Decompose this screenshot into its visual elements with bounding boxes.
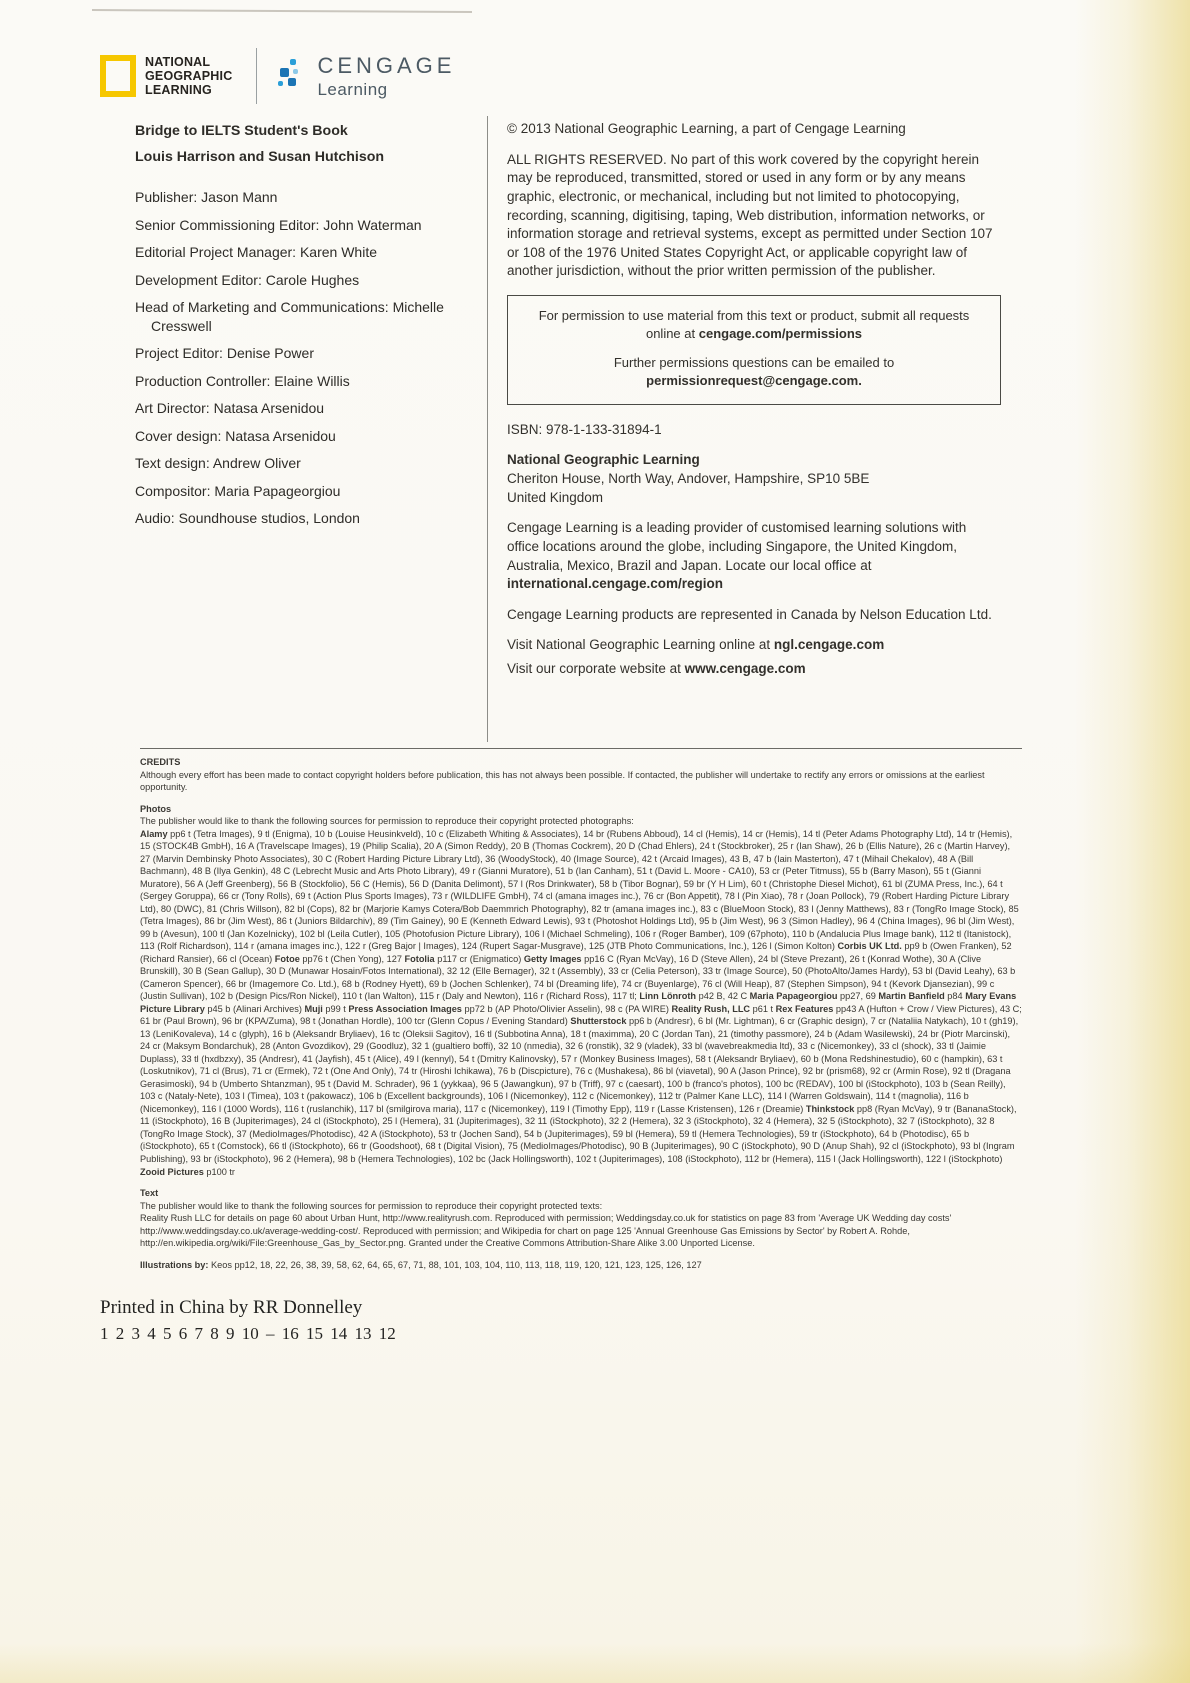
staff-role: Editorial Project Manager: [135,244,297,261]
staff-name: Soundhouse studios, London [178,510,360,527]
canada-representation-paragraph: Cengage Learning products are represented in Canada by Nelson Education Ltd. [507,606,992,622]
about-cengage-paragraph: Cengage Learning is a leading provider of customised learning solutions with office locations around the globe, including Singapore, the United Kingdom, Australia, Mexico, Brazil and Japan. Locate our local office at international.cengage.com/region [507,520,967,592]
copyright-line: © 2013 National Geographic Learning, a part of Cengage Learning [507,121,906,136]
text-credits-paragraph: Reality Rush LLC for details on page 60 about Urban Hunt, http://www.realityrush.com. Reproduced with permission; Weddingsday.co.uk for statistics on page 83 from 'Average UK Wedding day costs' http://www.weddingsday.co.uk/average-wedding-cost/. Reproduced with permission; and Wikipedia for chart on page 125 'Annual Greenhouse Gas Emissions by Sector' by Robert A. Rohde, http://en.wikipedia.org/wiki/File:Greenhouse_Gas_by_Sector.png. Granted under the Creative Commons Attribution-Share Alike 3.00 Unported License. [140,1213,952,1249]
credits-section [140,748,1022,1271]
header-logos [100,44,455,108]
scan-edge-artifact [92,9,472,13]
staff-name: John Waterman [323,216,422,233]
staff-role: Text design: [135,455,210,472]
staff-credit-row [135,344,487,362]
staff-credit-row [135,271,487,289]
printed-in-line: Printed in China by RR Donnelley [100,1297,363,1319]
credits-disclaimer: Although every effort has been made to contact copyright holders before publication, this has not always been possible. If contacted, the publisher will undertake to rectify any errors or omissions at the earliest opportunity. [140,769,985,793]
cengage-spark-icon [277,59,307,91]
staff-role: Art Director: [135,400,210,417]
ngl-yellow-frame-icon [100,55,136,97]
photos-heading: Photos [140,803,172,814]
visit-ngl-line: Visit National Geographic Learning online at ngl.cengage.com [507,637,885,653]
isbn: ISBN: 978-1-133-31894-1 [507,421,662,437]
illustrations-line: Illustrations by: Keos pp12, 18, 22, 26, 38, 39, 58, 62, 64, 65, 67, 71, 88, 101, 103, 104, 110, 113, 118, 119, 120, 121, 123, 125, 126, 127 [140,1259,702,1270]
staff-role: Cover design: [135,427,222,444]
staff-name: Jason Mann [201,189,278,206]
column-divider [487,116,488,742]
staff-role: Head of Marketing and Communications: [135,299,389,316]
text-credits-block [140,1187,1022,1250]
staff-name: Karen White [299,244,378,261]
logo-divider [256,48,257,104]
copyright-column [507,120,1001,684]
permissions-request-line: For permission to use material from this text or product, submit all requests online at cengage.com/permissions [538,308,970,342]
staff-name: Carole Hughes [265,271,360,288]
book-authors: Louis Harrison and Susan Hutchison [135,148,385,165]
staff-credit-row [135,298,487,335]
staff-name: Andrew Oliver [212,455,301,472]
ngl-logo-line: LEARNING [145,83,212,97]
photo-credits-block [140,803,1022,1178]
staff-credit-row [135,454,487,472]
permissions-box [507,295,1001,405]
cengage-wordmark: CENGAGE [317,52,456,78]
staff-credit-row [135,216,487,234]
staff-name: Denise Power [226,345,314,362]
printing-numbers-line: 1 2 3 4 5 6 7 8 9 10 – 16 15 14 13 12 [100,1324,396,1344]
staff-name: Natasa Arsenidou [213,400,325,417]
national-geographic-learning-logo [100,55,232,97]
staff-credit-row [135,372,487,390]
staff-name: Natasa Arsenidou [225,427,336,444]
cengage-learning-logo [277,53,455,100]
cengage-logo-text [317,53,455,100]
staff-credit-row [135,427,487,445]
credits-heading: CREDITS [140,757,181,767]
staff-role: Compositor: [135,482,211,499]
book-title: Bridge to IELTS Student's Book [135,123,348,139]
staff-credit-row [135,399,487,417]
ngl-logo-text [145,55,232,97]
staff-credit-row [135,482,487,500]
staff-role: Senior Commissioning Editor: [135,216,320,233]
staff-role: Audio: [135,510,175,527]
publisher-address [507,451,1001,507]
staff-role: Development Editor: [135,271,262,288]
staff-name: Elaine Willis [274,372,350,389]
photo-credits-paragraph: Alamy pp6 t (Tetra Images), 9 tl (Enigma), 10 b (Louise Heusinkveld), 10 c (Elizabeth Whiting & Associates), 14 br (Rubens Abboud), 14 cl (Hemis), 14 cr (Hemis), 14 tl (Peter Adams Photography Ltd), 14 tr (Hemis), 15 (STOCK4B GmbH), 16 A (Travelscape Images), 19 (Philip Scalia), 20 A (Simon Reddy), 20 B (Thomas Cockrem), 20 D (Chad Ehlers), 24 t (Stockbroker), 25 r (Ian Shaw), 26 b (Ellis Nature), 26 c (Martin Harvey), 27 (Marvin Dembinsky Photo Associates), 30 C (Robert Harding Picture Library Ltd), 36 (WoodyStock), 40 (Image Source), 42 t (Arcaid Images), 43 B, 47 b (Iain Masterton), 47 t (Mihail Chekalov), 48 A (Bill Bachmann), 48 B (Ilya Genkin), 48 C (Lebrecht Music and Arts Photo Library), 49 r (Gianni Muratore), 51 b (Ian Canham), 51 t (David L. Moore - CA10), 53 cr (Peter Titmuss), 55 b (Barry Mason), 55 t (Gianni Muratore), 56 A (Jeff Greenberg), 56 B (Stockfolio), 56 C (Hemis), 56 D (Danita Delimont), 57 l (Ros Drinkwater), 58 b (Tibor Bognar), 59 br (Y H Lim), 60 t (Christophe Diesel Michot), 61 bl (ZUMA Press, Inc.), 64 t (Sergey Goruppa), 66 cr (Tony Rolls), 69 t (Action Plus Sports Images), 73 r (WILDLIFE GmbH), 74 cl (amana images inc.), 76 cr (Bon Appetit), 78 l (Pin Xiao), 78 r (Joan Pollock), 79 (Robert Harding Picture Library Ltd), 80 (DWC), 81 (Chris Willson), 82 bl (Cops), 82 br (Marjorie Kamys Cotera/Bob Daemmrich Photography), 82 tr (amana images inc.), 83 c (BlueMoon Stock), 83 l (Jenny Matthews), 83 r (TongRo Image Stock), 85 (Tetra Images), 86 br (Jim West), 86 t (Juniors Bildarchiv), 89 (Tim Gainey), 90 E (Kenneth Edward Lewis), 93 t (Photoshot Holdings Ltd), 95 b (Jim West), 96 3 (Simon Hadley), 96 4 (China Images), 96 bl (Jim West), 99 b (Avesun), 100 tl (Jan Kozelnicky), 102 bl (Leila Cutler), 105 (Photofusion Picture Library), 106 l (Michael Schmeling), 106 r (Roger Bamber), 109 (67photo), 110 b (Andalucia Plus Image bank), 112 tl (Itanistock), 113 (Rolf Richardson), 114 r (amana images inc.), 122 r (Greg Bajor | Images), 124 (Rupert Sagar-Musgrave), 125 (JTB Photo Communications, Inc.), 126 l (Simon Kolton) Corbis UK Ltd. pp9 b (Owen Franken), 52 (Richard Ransier), 66 cl (Ocean) Fotoe pp76 t (Chen Yong), 127 Fotolia p117 cr (Enigmatico) Getty Images pp16 C (Ryan McVay), 16 D (Steve Allen), 24 bl (Steve Prezant), 26 t (Konrad Wothe), 30 A (Clive Brunskill), 30 B (Sean Gallup), 30 D (Munawar Hosain/Fotos International), 32 12 (Elle Bernager), 32 t (Assembly), 33 cr (Celia Peterson), 33 tr (Image Source), 50 (PhotoAlto/James Hardy), 53 bl (David Leahy), 63 b (Cameron Spencer), 66 br (Imagemore Co. Ltd.), 68 b (Rodney Hyett), 69 b (Jochen Schlenker), 74 bl (Dreaming life), 74 cr (Buyenlarge), 76 cl (Will Heap), 87 (Stephen Simpson), 94 t (Kevork Djansezian), 99 c (Justin Sullivan), 102 b (Design Pics/Ron Nickel), 110 t (Ian Walton), 115 r (Daly and Newton), 116 r (Richard Ross), 117 tl; Linn Lönroth p42 B, 42 C Maria Papageorgiou pp27, 69 Martin Banfield p84 Mary Evans Picture Library p45 b (Alinari Archives) Muji p99 t Press Association Images pp72 b (AP Photo/Olivier Asselin), 98 c (PA WIRE) Reality Rush, LLC p61 t Rex Features pp43 A (Hufton + Crow / View Pictures), 43 C; 61 br (Paul Brown), 96 br (KPA/Zuma), 98 t (Jonathan Hordle), 100 tcr (Glenn Copus / Evening Standard) Shutterstock pp6 b (Andresr), 6 bl (Mr. Lightman), 6 cr (Graphic design), 7 cr (Nataliia Natykach), 10 t (gh19), 13 (LeniKovaleva), 14 c (glyph), 16 b (Aleksandr Bryliaev), 16 tc (Oleksii Sagitov), 16 tl (Subbotina Anna), 18 t (maximma), 20 C (Jordan Tan), 21 (timothy passmore), 24 b (Adam Wasilewski), 24 br (Piotr Marcinski), 24 cr (Maksym Bondarchuk), 28 (Anton Gvozdikov), 29 (Goodluz), 32 1 (gualtiero boffi), 32 10 (nmedia), 32 6 (ronstik), 32 9 (vladek), 33 bl (wavebreakmedia ltd), 33 c (Nicemonkey), 33 cl (shock), 33 tl (Jaimie Duplass), 33 tl (hxdbzxy), 35 (Andresr), 41 (Jayfish), 45 t (Alice), 49 l (kennyl), 54 t (Dmitry Kalinovsky), 57 r (Monkey Business Images), 58 t (Aleksandr Bryliaev), 60 b (Mona Redshinestudio), 60 c (hampkin), 63 t (Loskutnikov), 71 cl (Brus), 71 cr (Ermek), 72 t (One And Only), 74 tr (Hiroshi Ichikawa), 76 b (Discpicture), 76 c (Mushakesa), 86 bl (viavetal), 90 A (Jason Prince), 92 br (prism68), 92 cr (Armin Rose), 92 tl (Dragana Gerasimoski), 94 b (Umberto Shtanzman), 95 t (David M. Schrader), 96 1 (yykkaa), 96 5 (Jawangkun), 97 b (Triff), 97 c (caesart), 100 b (franco's photos), 100 bc (REDAV), 100 bl (iStockphoto), 103 b (Sean Reilly), 103 c (Nataly-Nete), 103 l (Timea), 103 t (pakowacz), 106 b (Excellent backgrounds), 106 l (Nicemonkey), 112 c (Nicemonkey), 112 tr (Palmer Kane LLC), 114 l (Warren Goldswain), 114 t (magnolia), 116 b (Nicemonkey), 116 l (1000 Words), 116 t (ruslanchik), 117 bl (smilgirova maria), 117 c (Nicemonkey), 119 l (Timothy Epp), 119 r (Lasse Kristensen), 126 r (Dreamie) Thinkstock pp8 (Ryan McVay), 9 tr (BananaStock), 11 (iStockphoto), 16 B (Jupiterimages), 24 cl (iStockphoto), 25 l (Hemera), 31 (Jupiterimages), 32 11 (iStockphoto), 32 2 (Hemera), 32 3 (iStockphoto), 32 4 (Hemera), 32 5 (iStockphoto), 32 7 (iStockphoto), 32 8 (TongRo Image Stock), 37 (MedioImages/Photodisc), 42 A (iStockphoto), 53 tr (Jochen Sand), 54 b (Jupiterimages), 59 bl (Hemera), 59 tl (Hemera Technologies), 59 tr (iStockphoto), 64 b (Photodisc), 65 b (iStockphoto), 65 t (Comstock), 66 tl (iStockphoto), 66 tr (Goodshoot), 68 t (Digital Vision), 75 (MedioImages/Photodisc), 90 B (Jupiterimages), 90 C (iStockphoto), 90 D (Anup Shah), 92 cl (iStockphoto), 93 bl (Ingram Publishing), 93 br (iStockphoto), 96 2 (Hemera), 98 b (Hemera Technologies), 102 bc (Jack Hollingsworth), 102 t (Jupiterimages), 108 (iStockphoto), 112 br (Hemera), 115 l (Jack Hollingsworth), 122 l (iStockphoto) Zooid Pictures p100 tr [140,828,1022,1177]
text-heading: Text [140,1188,159,1199]
ngl-logo-line: NATIONAL [145,55,211,69]
book-info-column [135,122,487,537]
printing-footer [100,1297,1190,1344]
ngl-logo-line: GEOGRAPHIC [145,69,233,83]
staff-role: Project Editor: [135,345,223,362]
staff-credit-row [135,188,487,206]
staff-name: Maria Papageorgiou [214,482,341,499]
staff-credit-row [135,509,487,527]
bottom-section [0,748,1190,1344]
visit-corporate-line: Visit our corporate website at www.cengage.com [507,661,806,677]
illustrations-block [140,1259,1022,1272]
photos-intro: The publisher would like to thank the following sources for permission to reproduce their copyright protected photographs: [140,816,634,827]
scan-bottom-edge [0,1643,1190,1683]
staff-role: Publisher: [135,189,198,206]
staff-name: Michelle Cresswell [151,299,444,334]
address-line: Cheriton House, North Way, Andover, Hampshire, SP10 5BE [507,471,870,487]
credits-disclaimer-block [140,756,1022,794]
permissions-email-line: Further permissions questions can be emailed to permissionrequest@cengage.com. [613,354,895,389]
rights-paragraph: ALL RIGHTS RESERVED. No part of this work covered by the copyright herein may be reproduced, transmitted, stored or used in any form or by any means graphic, electronic, or mechanical, including but not limited to photocopying, recording, scanning, digitising, taping, Web distribution, information networks, or information storage and retrieval systems, except as permitted under Section 107 or 108 of the 1976 United States Copyright Act, or applicable copyright law of another jurisdiction, without the prior written permission of the publisher. [507,151,993,279]
address-line: United Kingdom [507,489,604,505]
text-intro: The publisher would like to thank the following sources for permission to reproduce their copyright protected texts: [140,1200,603,1211]
staff-role: Production Controller: [135,372,271,389]
cengage-learning-word: Learning [317,79,388,99]
publisher-name: National Geographic Learning [507,452,700,468]
staff-credit-row [135,243,487,261]
